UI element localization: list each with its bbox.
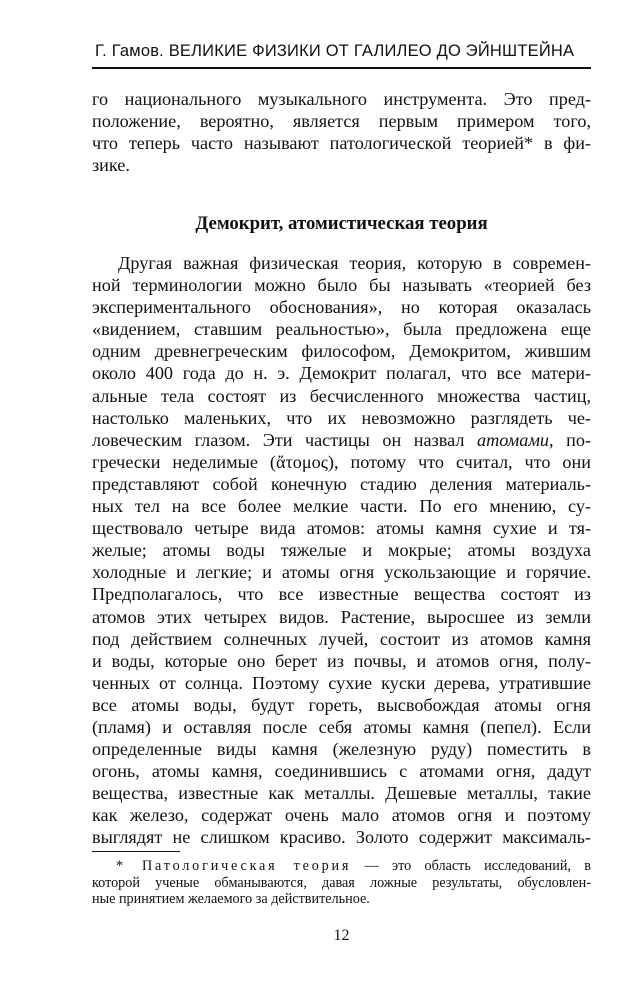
footnote-rule xyxy=(92,851,180,852)
text-segment: — это область исследований, в xyxy=(351,858,591,874)
text-line: выглядят не слишком красиво. Золото содержит максималь- xyxy=(92,827,591,848)
text-line: что теперь часто называют патологической теорией* в фи- xyxy=(92,133,591,154)
footnote xyxy=(92,858,591,908)
text-line: (пламя) и оставляя после себя атомы камня (пепел). Если xyxy=(92,716,591,737)
italic-term: атомами xyxy=(477,429,550,450)
text-segment: , по- xyxy=(549,429,592,450)
text-line: все атомы воды, будут гореть, высвобождая атомы огня xyxy=(92,694,591,715)
text-line: вещества, известные как металлы. Дешевые металлы, такие xyxy=(92,783,591,804)
page-number: 12 xyxy=(333,927,350,944)
text-line: и воды, которые оно берет из почвы, и атомов огня, полу- xyxy=(92,650,591,671)
text-line-with-italic xyxy=(92,429,591,451)
text-line: положение, вероятно, является первым примером того, xyxy=(92,111,591,132)
section-heading: Демокрит, атомистическая теория xyxy=(195,213,488,234)
footnote-line: ные принятием желаемого за действительное. xyxy=(92,891,370,908)
text-line: под действием солнечных лучей, состоит из атомов камня xyxy=(92,628,591,649)
footnote-term: * Патологическая теория xyxy=(116,858,352,874)
text-line: гречески неделимые (ἄτομος), потому что считал, что они xyxy=(92,451,591,472)
header-rule xyxy=(92,67,591,69)
body-paragraph xyxy=(92,252,591,849)
footnote-line: которой ученые обманываются, давая ложные результаты, обусловлен- xyxy=(92,874,591,891)
text-line: альные тела состоят из бесчисленного множества частиц, xyxy=(92,385,591,406)
text-line: около 400 года до н. э. Демокрит полагал, что все матери- xyxy=(92,363,591,384)
text-line: одним древнегреческим философом, Демокритом, жившим xyxy=(92,341,591,362)
text-line: зике. xyxy=(92,155,130,176)
text-line: атомов этих четырех видов. Растение, выросшее из земли xyxy=(92,606,591,627)
text-line: огонь, атомы камня, соединившись с атомами огня, дадут xyxy=(92,761,591,782)
text-line: желые; атомы воды тяжелые и мокрые; атомы воздуха xyxy=(92,540,591,561)
text-line: определенные виды камня (железную руду) поместить в xyxy=(92,739,591,760)
continuation-paragraph xyxy=(92,88,591,176)
text-line: ных тел на все более мелкие части. По его мнению, су- xyxy=(92,496,591,517)
text-line: экспериментального обоснования», но которая оказалась xyxy=(92,297,591,318)
footnote-line xyxy=(92,858,591,875)
text-line: как железо, содержат очень мало атомов огня и поэтому xyxy=(92,805,591,826)
text-line: ной терминологии можно было бы называть «теорией без xyxy=(92,275,591,296)
text-line: настолько маленьких, что их невозможно разглядеть че- xyxy=(92,407,591,428)
text-line: го национального музыкального инструмента. Это пред- xyxy=(92,89,591,109)
text-line: представляют собой конечную стадию деления материаль- xyxy=(92,473,591,494)
text-line: «видением, ставшим реальностью», была предложена еще xyxy=(92,319,591,340)
text-line: ществовало четыре вида атомов: атомы камня сухие и тя- xyxy=(92,518,591,539)
text-line: ченных от солнца. Поэтому сухие куски дерева, утратившие xyxy=(92,672,591,693)
text-line: Предполагалось, что все известные вещества состоят из xyxy=(92,584,591,605)
running-header: Г. Гамов. ВЕЛИКИЕ ФИЗИКИ ОТ ГАЛИЛЕО ДО ЭЙНШТЕЙНА xyxy=(95,42,575,60)
text-line: Другая важная физическая теория, которую в современ- xyxy=(118,253,591,273)
text-line: холодные и легкие; и атомы огня ускользающие и горячие. xyxy=(92,562,591,583)
text-segment: ловеческим глазом. Эти частицы он назвал xyxy=(92,429,465,450)
